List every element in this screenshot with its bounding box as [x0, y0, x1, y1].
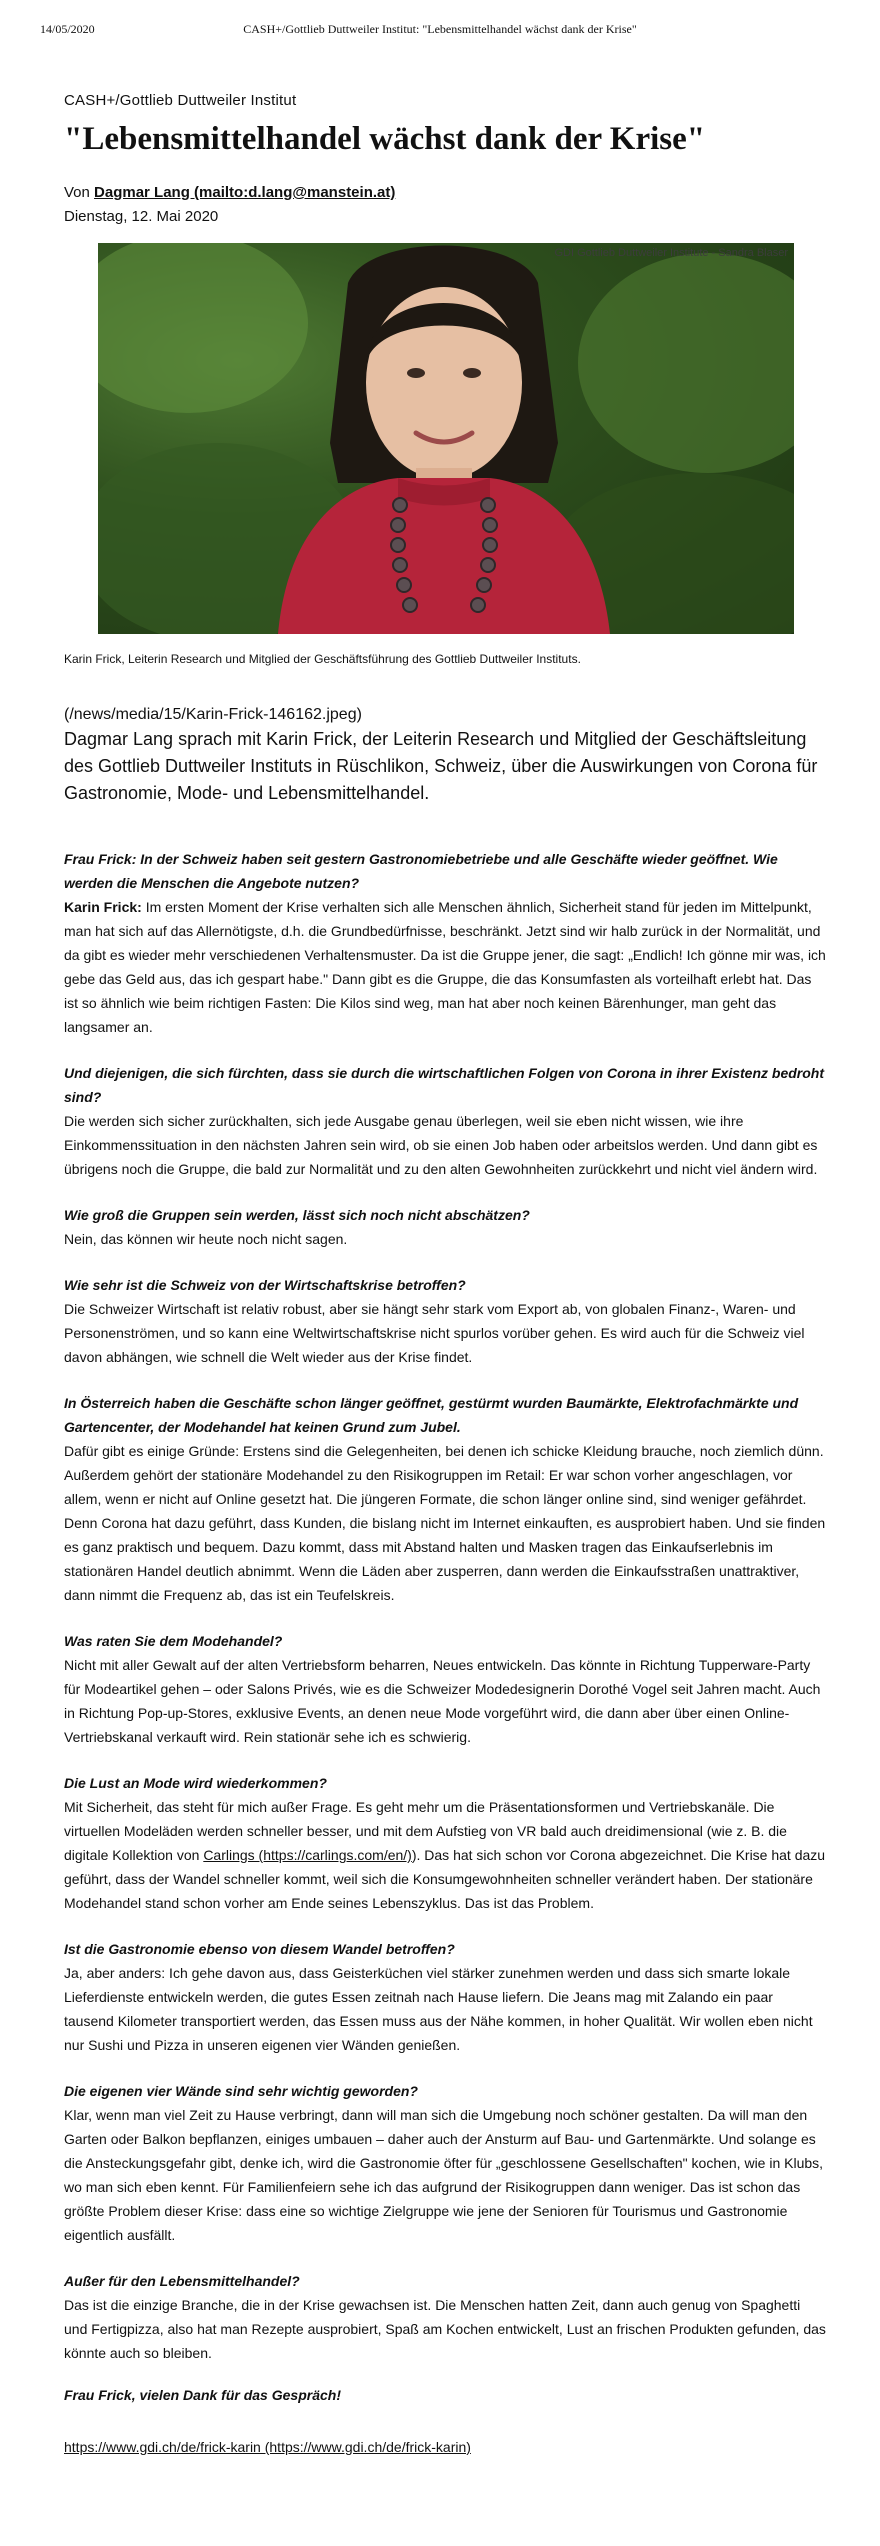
image-path: (/news/media/15/Karin-Frick-146162.jpeg) [64, 705, 362, 723]
answer-text: Im ersten Moment der Krise verhalten sich alle Menschen ähnlich, Sicherheit stand für jeden im Mittelpunkt, man hat sich auf das Allernötigste, d.h. die Grundbedürfnisse, beschränkt. Jetzt sind wir halb zurück in der Normalität, und da gibt es wieder mehr verschiedenen Verhaltensmuster. Da ist die Gruppe jener, die sagt: „Endlich! Ich gönne mir was, ich gebe das Geld aus, das ich gespart habe." Dann gibt es die Gruppe, die das Konsumfasten als vorteilhaft erlebt hat. Das ist so ähnlich wie beim richtigen Fasten: Die Kilos sind weg, man hat aber noch keinen Bärenhunger, man geht das langsamer an. [64, 898, 826, 1035]
answer: Ja, aber anders: Ich gehe davon aus, dass Geisterküchen viel stärker zunehmen werden und dass sich smarte lokale Lieferdienste entwickeln werden, die gutes Essen zeitnah nach Hause liefern. Die Jeans mag mit Zalando ein paar tausend Kilometer transportiert werden, das Essen muss aus der Nähe kommen, in hoher Qualität. Wir wollen eben nicht nur Sushi und Pizza in unseren eigenen vier Wänden genießen. [64, 1964, 813, 2053]
hero-photo [98, 243, 794, 634]
byline [64, 181, 826, 205]
answer: Nicht mit aller Gewalt auf der alten Vertriebsform beharren, Neues entwickeln. Das könnte in Richtung Tupperware-Party für Modeartikel gehen – oder Salons Privés, wie es die Schweizer Modedesignerin Dorothé Vogel seit Jahren macht. Auch in Richtung Pop-up-Stores, exklusive Events, an denen neue Mode vorgeführt wird, die dann aber über einen Online-Vertriebskanal verkauft wird. Rein stationär sehe ich es schwierig. [64, 1656, 821, 1745]
closing-line: Frau Frick, vielen Dank für das Gespräch! [64, 2386, 341, 2403]
qa-block [64, 1629, 826, 1749]
answer: Klar, wenn man viel Zeit zu Hause verbringt, dann will man sich die Umgebung noch schöner gestalten. Da will man den Garten oder Balkon bepflanzen, einiges umbauen – daher auch der Ansturm auf Bau- und Gartenmärkte. Und solange es die Ansteckungsgefahr gibt, denke ich, wird die Gastronomie öfter für „geschlossene Gesellschaften" kochen, wie in Klubs, wo man sich eben kennt. Für Familienfeiern sehe ich das aufgrund der Risikogruppen dann weniger. Das ist schon das größte Problem dieser Krise: dass eine so wichtige Zielgruppe wie jene der Senioren für Tourismus und Gastronomie eigentlich ausfällt. [64, 2106, 824, 2243]
print-header [40, 22, 840, 42]
qa-block [64, 1273, 826, 1369]
question: Wie groß die Gruppen sein werden, lässt sich noch nicht abschätzen? [64, 1206, 530, 1223]
qa-block [64, 1203, 826, 1251]
author-link[interactable]: Dagmar Lang (mailto:d.lang@manstein.at) [94, 183, 396, 201]
gdi-profile-link[interactable]: https://www.gdi.ch/de/frick-karin (https://www.gdi.ch/de/frick-karin) [64, 2438, 471, 2455]
question: Wie sehr ist die Schweiz von der Wirtschaftskrise betroffen? [64, 1276, 466, 1293]
question: Ist die Gastronomie ebenso von diesem Wandel betroffen? [64, 1940, 455, 1957]
source-link-line [64, 2439, 826, 2455]
question: Die Lust an Mode wird wiederkommen? [64, 1774, 327, 1791]
answer [64, 1795, 826, 1915]
question: Außer für den Lebensmittelhandel? [64, 2272, 300, 2289]
answer-text-before-link: Mit Sicherheit, das steht für mich außer Frage. Es geht mehr um die Präsentationsformen und Vertriebskanäle. Die virtuellen Modeläden werden schneller besser, und mit dem Aufstieg von VR bald auch dreidimensional (wie z. B. die digitale Kollektion von [64, 1798, 787, 1863]
answer: Nein, das können wir heute noch nicht sagen. [64, 1230, 348, 1247]
qa-block [64, 1391, 826, 1607]
speaker-label: Karin Frick: [64, 898, 142, 915]
qa-block [64, 1771, 826, 1915]
photo-credit: GDI Gottlieb Duttweiler Institute - Sandra Blaser [554, 246, 788, 259]
answer: Dafür gibt es einige Gründe: Erstens sind die Gelegenheiten, bei denen ich schicke Kleidung brauche, noch ziemlich dünn. Außerdem gehört der stationäre Modehandel zu den Risikogruppen im Retail: Er war schon vorher angeschlagen, vor allem, wenn er nicht auf Online gesetzt hat. Die jüngeren Formate, die schon länger online sind, sind weniger gefährdet. Denn Corona hat dazu geführt, dass Kunden, die bislang nicht im Internet einkauften, es ausprobiert haben. Und sie finden es ganz praktisch und bequem. Dazu kommt, dass mit Abstand halten und Masken tragen das Einkaufserlebnis im stationären Handel deutlich abnimmt. Wenn die Läden aber zusperren, dann werden die Einkaufsstraßen unattraktiver, dann nimmt die Frequenz ab, das ist ein Teufelskreis. [64, 1442, 826, 1603]
qa-block [64, 1937, 826, 2057]
answer: Das ist die einzige Branche, die in der Krise gewachsen ist. Die Menschen hatten Zeit, dann auch genug von Spaghetti und Fertigpizza, also hat man Rezepte ausprobiert, Spaß am Kochen entwickelt, Lust an frischen Produkten gefunden, das könnte auch so bleiben. [64, 2296, 826, 2361]
article-title: "Lebensmittelhandel wächst dank der Krise" [64, 121, 706, 157]
qa-block [64, 847, 826, 1039]
qa-block [64, 2269, 826, 2365]
print-title: CASH+/Gottlieb Duttweiler Institut: "Lebensmittelhandel wächst dank der Krise" [243, 22, 637, 36]
article-lead: Dagmar Lang sprach mit Karin Frick, der Leiterin Research und Mitglied der Geschäftsleitung des Gottlieb Duttweiler Instituts in Rüschlikon, Schweiz, über die Auswirkungen von Corona für Gastronomie, Mode- und Lebensmittelhandel. [64, 728, 818, 803]
article-date: Dienstag, 12. Mai 2020 [64, 207, 219, 225]
qa-block [64, 1061, 826, 1181]
question: Und diejenigen, die sich fürchten, dass sie durch die wirtschaftlichen Folgen von Corona in ihrer Existenz bedroht sind? [64, 1064, 825, 1105]
question: In Österreich haben die Geschäfte schon länger geöffnet, gestürmt wurden Baumärkte, Elektrofachmärkte und Gartencenter, der Modehandel hat keinen Grund zum Jubel. [64, 1394, 799, 1435]
byline-prefix: Von [64, 183, 95, 201]
photo-caption: Karin Frick, Leiterin Research und Mitglied der Geschäftsführung des Gottlieb Duttweiler Instituts. [64, 651, 581, 666]
question: Die eigenen vier Wände sind sehr wichtig geworden? [64, 2082, 418, 2099]
article-kicker: CASH+/Gottlieb Duttweiler Institut [64, 92, 297, 109]
question: Frau Frick: In der Schweiz haben seit gestern Gastronomiebetriebe und alle Geschäfte wieder geöffnet. Wie werden die Menschen die Angebote nutzen? [64, 850, 778, 891]
answer: Die Schweizer Wirtschaft ist relativ robust, aber sie hängt sehr stark vom Export ab, von globalen Finanz-, Waren- und Personenströmen, und so kann eine Weltwirtschaftskrise nicht spurlos vorüber gehen. Es wird auch für die Schweiz viel davon abhängen, wie schnell die Welt wieder aus der Krise findet. [64, 1300, 805, 1365]
qa-block [64, 2079, 826, 2247]
article [64, 92, 826, 2455]
portrait-illustration [98, 243, 794, 634]
carlings-link[interactable]: Carlings (https://carlings.com/en/) [203, 1846, 412, 1863]
question: Was raten Sie dem Modehandel? [64, 1632, 283, 1649]
answer [64, 895, 826, 1039]
answer: Die werden sich sicher zurückhalten, sich jede Ausgabe genau überlegen, weil sie eben nicht wissen, wie ihre Einkommenssituation in den nächsten Jahren sein wird, ob sie einen Job haben oder arbeitslos werden. Und dann gibt es übrigens noch die Gruppe, die bald zur Normalität und zu den alten Gewohnheiten zurückkehrt und nicht viel ändern wird. [64, 1112, 818, 1177]
print-date: 14/05/2020 [40, 22, 95, 36]
answer-text-after-link: ). Das hat sich schon vor Corona abgezeichnet. Die Krise hat dazu geführt, dass der Wandel schneller kommt, weil sich die Konsumgewohnheiten schneller verändert haben. Der stationäre Modehandel stand schon vorher am Ende seines Lebenszyklus. Das ist das Problem. [64, 1846, 826, 1911]
